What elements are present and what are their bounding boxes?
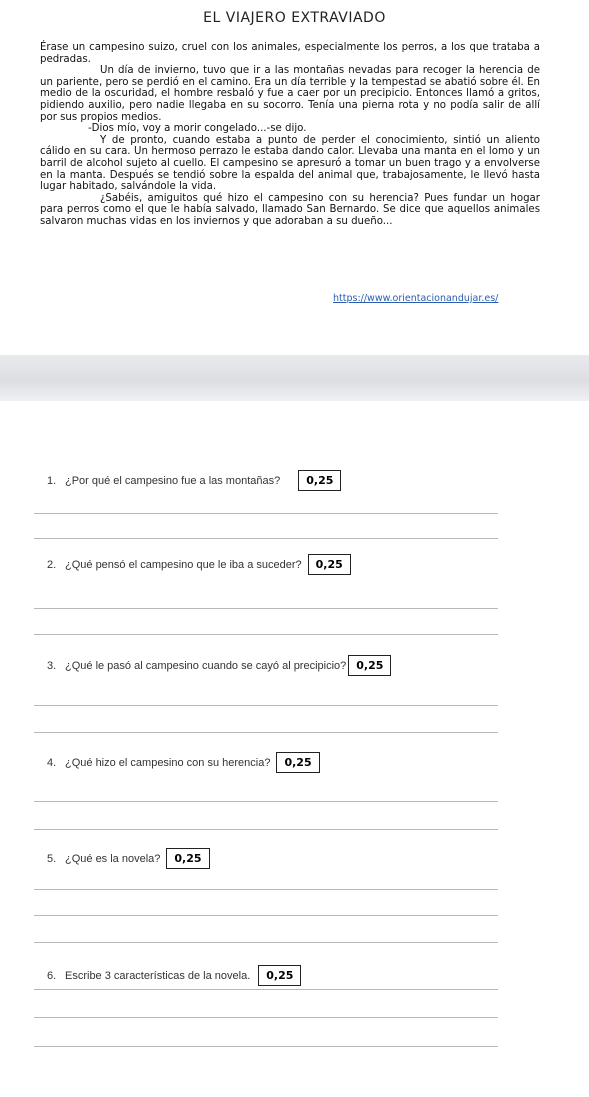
- question-number: 3.: [47, 659, 57, 672]
- question-number: 2.: [47, 558, 57, 571]
- question-number: 1.: [47, 474, 57, 487]
- score-box: 0,25: [348, 655, 391, 676]
- score-box: 0,25: [166, 848, 209, 869]
- question-6: [47, 965, 301, 986]
- questions-page: [0, 401, 589, 1097]
- answer-line[interactable]: [34, 829, 498, 830]
- question-text: ¿Qué pensó el campesino que le iba a suceder?: [65, 558, 302, 571]
- question-text: ¿Qué le pasó al campesino cuando se cayó al precipicio?: [65, 659, 347, 672]
- answer-line[interactable]: [34, 915, 498, 916]
- answer-line[interactable]: [34, 801, 498, 802]
- score-box: 0,25: [258, 965, 301, 986]
- score-box: 0,25: [308, 554, 351, 575]
- answer-line[interactable]: [34, 705, 498, 706]
- question-3: [47, 655, 391, 676]
- story-paragraph: -Dios mío, voy a morir congelado...-se dijo.: [88, 123, 307, 135]
- answer-line[interactable]: [34, 513, 498, 514]
- question-5: [47, 848, 210, 869]
- score-box: 0,25: [276, 752, 319, 773]
- question-text: ¿Por qué el campesino fue a las montañas?: [65, 474, 281, 487]
- story-paragraph: ¿Sabéis, amiguitos qué hizo el campesino con su herencia? Pues fundar un hogar para perros como el que le había salvado, llamado San Bernardo. Se dice que aquellos animales salvaron muchas vidas en los inviernos y que adoraban a su dueño...: [40, 192, 540, 227]
- answer-line[interactable]: [34, 634, 498, 635]
- story-text: [40, 42, 540, 228]
- answer-line[interactable]: [34, 538, 498, 539]
- answer-line[interactable]: [34, 732, 498, 733]
- question-text: Escribe 3 características de la novela.: [65, 969, 251, 982]
- question-number: 5.: [47, 852, 57, 865]
- story-title: EL VIAJERO EXTRAVIADO: [203, 10, 386, 26]
- question-2: [47, 554, 351, 575]
- story-paragraph: Un día de invierno, tuvo que ir a las montañas nevadas para recoger la herencia de un pariente, pero se perdió en el camino. Era un día terrible y la tempestad se abatió sobre él. En medio de la oscuridad, el hombre resbaló y fue a caer por un precipicio. Entonces llamó a gritos, pidiendo auxilio, pero nadie llegaba en su socorro. Tenía una pierna rota y no podía salir de allí por sus propios medios.: [40, 65, 540, 123]
- source-link[interactable]: https://www.orientacionandujar.es/: [333, 293, 499, 304]
- answer-line[interactable]: [34, 1046, 498, 1047]
- question-number: 6.: [47, 969, 57, 982]
- question-text: ¿Qué es la novela?: [65, 852, 161, 865]
- story-paragraph: Y de pronto, cuando estaba a punto de perder el conocimiento, sintió un aliento cálido en su cara. Un hermoso perrazo le estaba dando calor. Llevaba una manta en el lomo y un barril de alcohol sujeto al cuello. El campesino se apresuró a tomar un buen trago y a envolverse en la manta. Después se tendió sobre la espalda del animal que, trabajosamente, le llevó hasta lugar habitado, salvándole la vida.: [40, 134, 540, 193]
- story-page: [0, 0, 589, 355]
- answer-line[interactable]: [34, 942, 498, 943]
- answer-line[interactable]: [34, 1017, 498, 1018]
- story-paragraph: Érase un campesino suizo, cruel con los animales, especialmente los perros, a los que trataba a pedradas.: [40, 42, 540, 65]
- page-separator: [0, 355, 589, 401]
- question-number: 4.: [47, 756, 57, 769]
- answer-line[interactable]: [34, 889, 498, 890]
- question-text: ¿Qué hizo el campesino con su herencia?: [65, 756, 271, 769]
- question-1: [47, 470, 341, 491]
- question-4: [47, 752, 320, 773]
- score-box: 0,25: [298, 470, 341, 491]
- answer-line[interactable]: [34, 989, 498, 990]
- answer-line[interactable]: [34, 608, 498, 609]
